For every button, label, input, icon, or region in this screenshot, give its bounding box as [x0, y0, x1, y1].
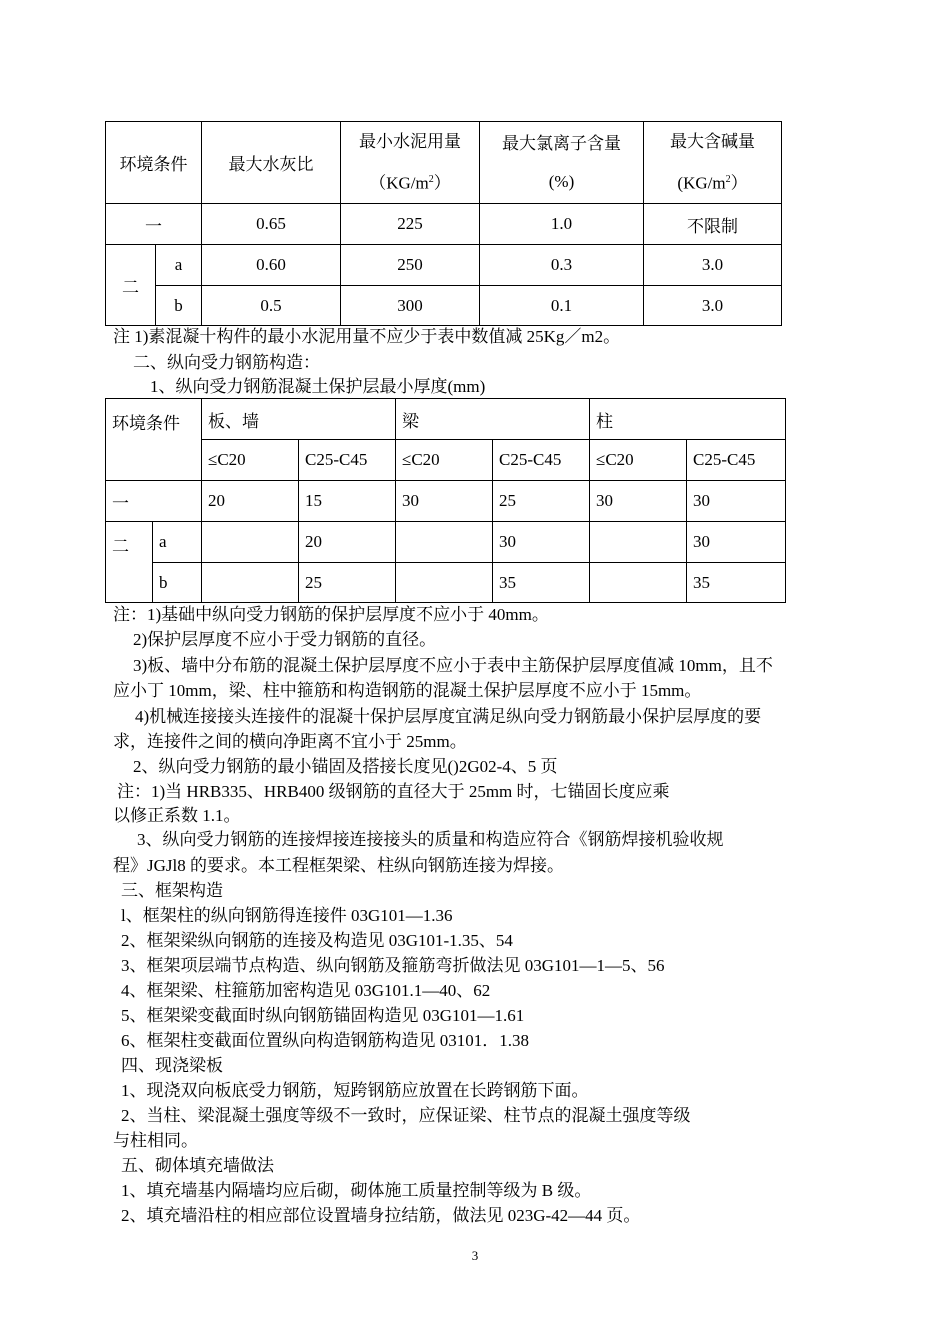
cell-value: 30	[590, 481, 687, 522]
cell-value	[396, 563, 493, 603]
cell-value	[202, 522, 299, 563]
list-item: 4、框架梁、柱箍筋加密构造见 03G101.1—40、62	[121, 981, 491, 1000]
list-item: l、框架柱的纵向钢筋得连接件 03G101—1.36	[121, 906, 453, 925]
section-heading-3: 三、框架构造	[121, 881, 223, 900]
header-min-cement	[341, 122, 480, 204]
subheader-c25-c45: C25-C45	[299, 440, 396, 481]
list-item: 3、框架项层端节点构造、纵向钢筋及箍筋弯折做法见 03G101—1—5、56	[121, 956, 665, 975]
header-min-cement-unit: $(KG/m^2)$	[369, 173, 451, 193]
cell-alkali: 不限制	[644, 204, 782, 245]
note-line: 以修正系数 1.1。	[113, 806, 241, 825]
cell-env: 一	[106, 204, 202, 245]
header-alkali	[644, 122, 782, 204]
table1-note: 注 1)素混凝十构件的最小水泥用量不应少于表中数值减 25Kg／m2。	[113, 327, 621, 346]
section-heading-4: 四、现浇梁板	[121, 1056, 223, 1075]
cell-sub: b	[156, 286, 202, 326]
cell-value: 30	[493, 522, 590, 563]
cell-sub: b	[153, 563, 202, 603]
header-env: 环境条件	[106, 399, 202, 481]
table-row	[106, 204, 782, 245]
header-alkali-unit: $(KG/m^2)$	[677, 173, 748, 193]
cell-alkali: 3.0	[644, 286, 782, 326]
table-row	[106, 563, 786, 603]
cell-value: 25	[299, 563, 396, 603]
header-env: 环境条件	[106, 122, 202, 204]
cell-value: 25	[493, 481, 590, 522]
cell-value: 35	[687, 563, 786, 603]
header-chloride	[480, 122, 644, 204]
cell-wc: 0.5	[202, 286, 341, 326]
cell-value: 20	[202, 481, 299, 522]
list-item: 1、填充墙基内隔墙均应后砌，砌体施工质量控制等级为 B 级。	[121, 1181, 592, 1200]
cell-wc: 0.65	[202, 204, 341, 245]
cell-value: 30	[687, 522, 786, 563]
header-alkali-label: 最大含碱量	[670, 131, 755, 151]
section-heading-2: 二、纵向受力钢筋构造：	[133, 353, 320, 372]
subheader-le-c20: ≤C20	[396, 440, 493, 481]
note-line: 4)机械连接接头连接件的混凝十保护层厚度宜满足纵向受力钢筋最小保护层厚度的要	[135, 707, 762, 726]
cell-env: 一	[106, 481, 202, 522]
cell-cement: 225	[341, 204, 480, 245]
cell-sub: a	[153, 522, 202, 563]
cell-env: 二	[106, 245, 156, 326]
table-row	[106, 245, 782, 286]
cover-thickness-table	[105, 398, 786, 603]
cell-cement: 300	[341, 286, 480, 326]
header-slab-wall: 板、墙	[202, 399, 396, 440]
note-line: 3)板、墙中分布筋的混凝土保护层厚度不应小于表中主筋保护层厚度值减 10mm，且不	[133, 656, 773, 675]
header-chloride-label: 最大氯离子含量	[502, 133, 621, 153]
subheader-le-c20: ≤C20	[202, 440, 299, 481]
note-line: 2)保护层厚度不应小于受力钢筋的直径。	[133, 630, 437, 649]
table2-caption: 1、纵向受力钢筋混凝土保护层最小厚度(mm)	[150, 377, 486, 396]
subheader-c25-c45: C25-C45	[687, 440, 786, 481]
note-line: 求，连接件之间的横向净距离不宜小于 25mm。	[113, 732, 467, 751]
cell-chloride: 0.3	[480, 245, 644, 286]
table-row	[106, 522, 786, 563]
cell-chloride: 1.0	[480, 204, 644, 245]
cell-sub: a	[156, 245, 202, 286]
list-item: 2、填充墙沿柱的相应部位设置墙身拉结筋，做法见 023G-42—44 页。	[121, 1206, 641, 1225]
list-item: 2、当柱、梁混凝土强度等级不一致时，应保证梁、柱节点的混凝土强度等级	[121, 1106, 691, 1125]
cell-value	[590, 522, 687, 563]
list-item: 2、框架梁纵向钢筋的连接及构造见 03G101-1.35、54	[121, 931, 513, 950]
cell-value	[202, 563, 299, 603]
header-water-cement: 最大水灰比	[202, 122, 341, 204]
list-item: 6、框架柱变截面位置纵向构造钢筋构造见 03101．1.38	[121, 1031, 529, 1050]
cell-cement: 250	[341, 245, 480, 286]
cell-value	[396, 522, 493, 563]
subheader-c25-c45: C25-C45	[493, 440, 590, 481]
cell-chloride: 0.1	[480, 286, 644, 326]
list-item: 与柱相同。	[113, 1131, 198, 1150]
cell-value	[590, 563, 687, 603]
header-column: 柱	[590, 399, 786, 440]
header-beam: 梁	[396, 399, 590, 440]
body-line: 2、纵向受力钢筋的最小锚固及搭接长度见()2G02-4、5 页	[133, 757, 558, 776]
note-line: 应小丁 10mm，梁、柱中箍筋和构造钢筋的混凝土保护层厚度不应小于 15mm。	[113, 681, 702, 700]
header-chloride-unit: (%)	[548, 171, 575, 191]
cell-env: 二	[106, 522, 153, 603]
cell-value: 20	[299, 522, 396, 563]
cell-value: 15	[299, 481, 396, 522]
cell-value: 30	[396, 481, 493, 522]
cell-alkali: 3.0	[644, 245, 782, 286]
body-line: 程》JGJl8 的要求。本工程框架梁、柱纵向钢筋连接为焊接。	[113, 856, 564, 875]
note-line: 注：1)当 HRB335、HRB400 级钢筋的直径大于 25mm 时，七锚固长度应乘	[117, 782, 670, 801]
list-item: 1、现浇双向板底受力钢筋，短跨钢筋应放置在长跨钢筋下面。	[121, 1081, 589, 1100]
table-row	[106, 286, 782, 326]
cell-value: 35	[493, 563, 590, 603]
section-heading-5: 五、砌体填充墙做法	[121, 1156, 274, 1175]
list-item: 5、框架梁变截面时纵向钢筋锚固构造见 03G101—1.61	[121, 1006, 525, 1025]
page-number: 3	[471, 1248, 479, 1263]
body-line: 3、纵向受力钢筋的连接焊接连接接头的质量和构造应符合《钢筋焊接机验收规	[137, 830, 724, 849]
table-row	[106, 481, 786, 522]
note-line: 注：1)基础中纵向受力钢筋的保护层厚度不应小于 40mm。	[113, 605, 549, 624]
durability-table	[105, 121, 782, 326]
subheader-le-c20: ≤C20	[590, 440, 687, 481]
cell-wc: 0.60	[202, 245, 341, 286]
header-min-cement-label: 最小水泥用量	[359, 131, 461, 151]
cell-value: 30	[687, 481, 786, 522]
